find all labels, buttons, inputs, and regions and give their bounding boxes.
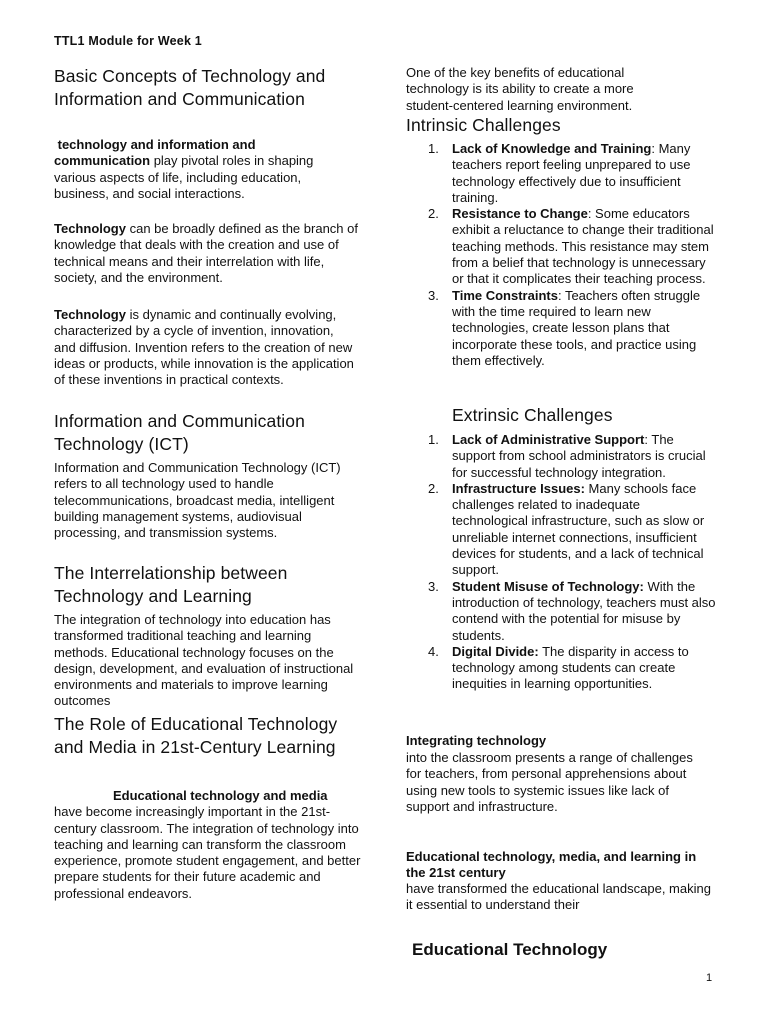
list-item: 4. Digital Divide: The disparity in access to technology among students can create inequities in learning opportunities. [428, 643, 689, 692]
paragraph-edtech-media: Educational technology and media have become increasingly important in the 21st-century classroom. The integration of technology into teaching and learning can transform the classroom experience, promote student engagement, and better prepare students for their future academic and professional endeavors. [54, 788, 361, 901]
page-number: 1 [706, 972, 713, 984]
heading-role-edtech: The Role of Educational Technology and Media in 21st-Century Learning [54, 714, 338, 757]
section-title-educational-technology: Educational Technology [412, 940, 608, 959]
heading-intrinsic-challenges: Intrinsic Challenges [406, 115, 561, 135]
module-header: TTL1 Module for Week 1 [54, 34, 202, 48]
list-item: 2. Infrastructure Issues: Many schools face challenges related to inadequate technological infrastructure, such as slow or unreliable internet connections, insufficient devices for students, and a lack of technical support. [428, 480, 705, 578]
subheading-edtech-21st-century: Educational technology, media, and learning in the 21st century [406, 849, 697, 881]
paragraph-technology-dynamic: Technology is dynamic and continually evolving, characterized by a cycle of invention, innovation, and diffusion. Invention refers to the creation of new ideas or products, while innovation is the application of these inventions in practical contexts. [54, 307, 354, 388]
list-item: 3. Student Misuse of Technology: With the introduction of technology, teachers must also contend with the potential for misuse by students. [428, 578, 716, 643]
list-item: 2. Resistance to Change: Some educators exhibit a reluctance to change their traditional teaching methods. This resistance may stem from a belief that technology is unnecessary or that it complicates their teaching process. [428, 206, 714, 287]
paragraph-ict-definition: Information and Communication Technology (ICT) refers to all technology used to handle telecommunications, broadcast media, intelligent building management systems, audiovisual processing, and transmission systems. [54, 460, 341, 541]
heading-extrinsic-challenges: Extrinsic Challenges [452, 405, 613, 425]
paragraph-integrating-technology: into the classroom presents a range of challenges for teachers, from personal apprehensions about using new tools to systemic issues like lack of support and infrastructure. [406, 750, 693, 814]
list-item: 1. Lack of Knowledge and Training: Many teachers report feeling unprepared to use technology effectively due to insufficient training. [428, 141, 691, 205]
paragraph-technology-definition: Technology can be broadly defined as the branch of knowledge that deals with the creation and use of technical means and their interrelation with life, society, and the environment. [54, 221, 358, 285]
subheading-integrating-technology: Integrating technology [406, 733, 547, 748]
list-intrinsic-challenges [406, 141, 718, 369]
paragraph-key-benefits: One of the key benefits of educational technology is its ability to create a more student-centered learning environment. [406, 65, 634, 113]
paragraph-integration: The integration of technology into education has transformed traditional teaching and learning methods. Educational technology focuses on the design, development, and evaluation of instructional environments and materials to improve learning outcomes [54, 612, 354, 709]
list-extrinsic-challenges [406, 432, 718, 693]
heading-interrelationship: The Interrelationship between Technology and Learning [54, 563, 288, 606]
heading-basic-concepts: Basic Concepts of Technology and Information and Communication [54, 66, 326, 109]
paragraph-ict-roles: technology and information and communication play pivotal roles in shaping various aspects of life, including education, business, and social interactions. [54, 137, 314, 201]
list-item: 3. Time Constraints: Teachers often struggle with the time required to learn new technologies, create lesson plans that incorporate these tools, and practice using them effectively. [428, 287, 701, 368]
heading-ict: Information and Communication Technology (ICT) [54, 411, 305, 454]
paragraph-edtech-landscape: have transformed the educational landscape, making it essential to understand their [406, 881, 711, 913]
list-item: 1. Lack of Administrative Support: The support from school administrators is crucial for successful technology integration. [428, 432, 706, 480]
